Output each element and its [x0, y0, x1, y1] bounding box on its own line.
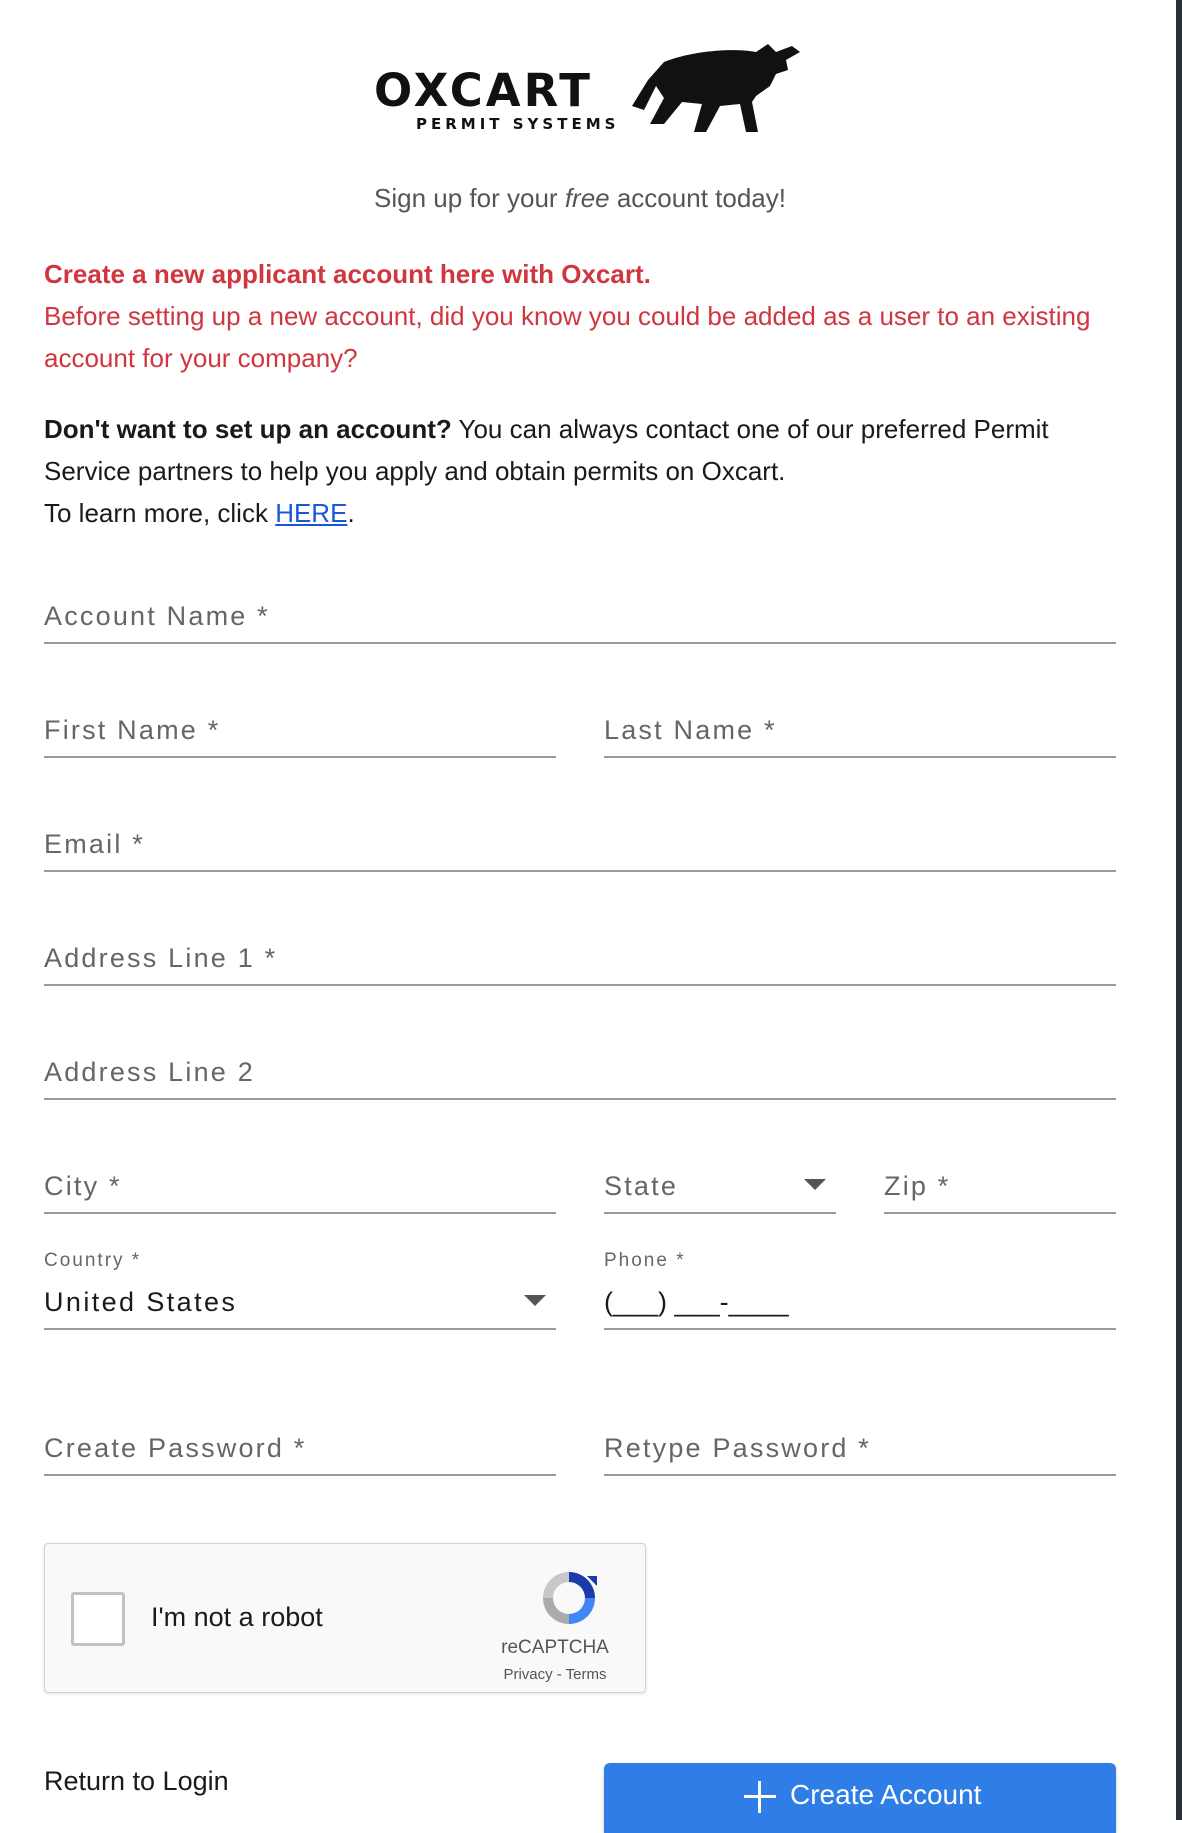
last-name-label: Last Name * — [604, 715, 777, 745]
existing-account-notice — [44, 253, 1124, 379]
email-label: Email * — [44, 829, 145, 859]
account-name-label: Account Name * — [44, 601, 270, 631]
recaptcha-checkbox[interactable] — [71, 1592, 125, 1646]
phone-value: (___) ___-____ — [604, 1287, 789, 1317]
tagline-emphasis: free — [564, 183, 610, 213]
state-label: State — [604, 1171, 679, 1201]
service-partners-info — [44, 408, 1124, 534]
phone-field[interactable] — [604, 1250, 1116, 1330]
plus-icon — [744, 1781, 776, 1813]
address-line-1-field[interactable] — [44, 940, 1116, 986]
bull-icon — [624, 40, 804, 140]
tagline-before: Sign up for your — [374, 183, 565, 213]
tagline-after: account today! — [609, 183, 786, 213]
create-password-field[interactable] — [44, 1430, 556, 1476]
country-dropdown-caret-icon — [524, 1295, 546, 1306]
country-value: United States — [44, 1287, 238, 1317]
city-field[interactable] — [44, 1168, 556, 1214]
create-password-label: Create Password * — [44, 1433, 307, 1463]
window-edge — [1176, 0, 1182, 1820]
create-account-button[interactable] — [604, 1763, 1116, 1833]
logo-subtitle: PERMIT SYSTEMS — [416, 115, 620, 133]
zip-field[interactable] — [884, 1168, 1116, 1214]
notice-headline: Create a new applicant account here with Oxcart. — [44, 259, 651, 289]
recaptcha-widget — [44, 1543, 646, 1693]
oxcart-logo — [372, 40, 804, 140]
country-label: Country * — [44, 1250, 142, 1271]
city-label: City * — [44, 1171, 122, 1201]
address-line-2-label: Address Line 2 — [44, 1057, 255, 1087]
country-select[interactable] — [44, 1250, 556, 1330]
info-text: You can always contact one of our preferred Permit Service partners to help you apply and obtain permits on Oxcart. — [44, 414, 1049, 486]
account-name-field[interactable] — [44, 598, 1116, 644]
info-bold: Don't want to set up an account? — [44, 414, 452, 444]
learn-suffix: . — [347, 498, 355, 528]
email-field[interactable] — [44, 826, 1116, 872]
recaptcha-label: I'm not a robot — [151, 1602, 323, 1632]
logo-wordmark: OXCART — [374, 64, 593, 117]
retype-password-label: Retype Password * — [604, 1433, 872, 1463]
phone-label: Phone * — [604, 1250, 686, 1271]
address-line-1-label: Address Line 1 * — [44, 943, 278, 973]
state-dropdown-caret-icon — [804, 1179, 826, 1190]
recaptcha-icon — [537, 1566, 601, 1630]
create-account-label: Create Account — [790, 1779, 982, 1810]
here-link[interactable]: HERE — [275, 498, 348, 528]
learn-prefix: To learn more, click — [44, 498, 276, 528]
tagline — [0, 183, 1160, 214]
last-name-field[interactable] — [604, 712, 1116, 758]
recaptcha-privacy-terms-links[interactable]: Privacy - Terms — [503, 1666, 607, 1683]
notice-body: Before setting up a new account, did you know you could be added as a user to an existing account for your company? — [44, 301, 1091, 373]
first-name-label: First Name * — [44, 715, 221, 745]
retype-password-field[interactable] — [604, 1430, 1116, 1476]
state-select[interactable] — [604, 1168, 836, 1214]
recaptcha-brand: reCAPTCHA — [501, 1637, 609, 1658]
zip-label: Zip * — [884, 1171, 951, 1201]
first-name-field[interactable] — [44, 712, 556, 758]
return-to-login-link[interactable]: Return to Login — [44, 1766, 229, 1796]
address-line-2-field[interactable] — [44, 1054, 1116, 1100]
